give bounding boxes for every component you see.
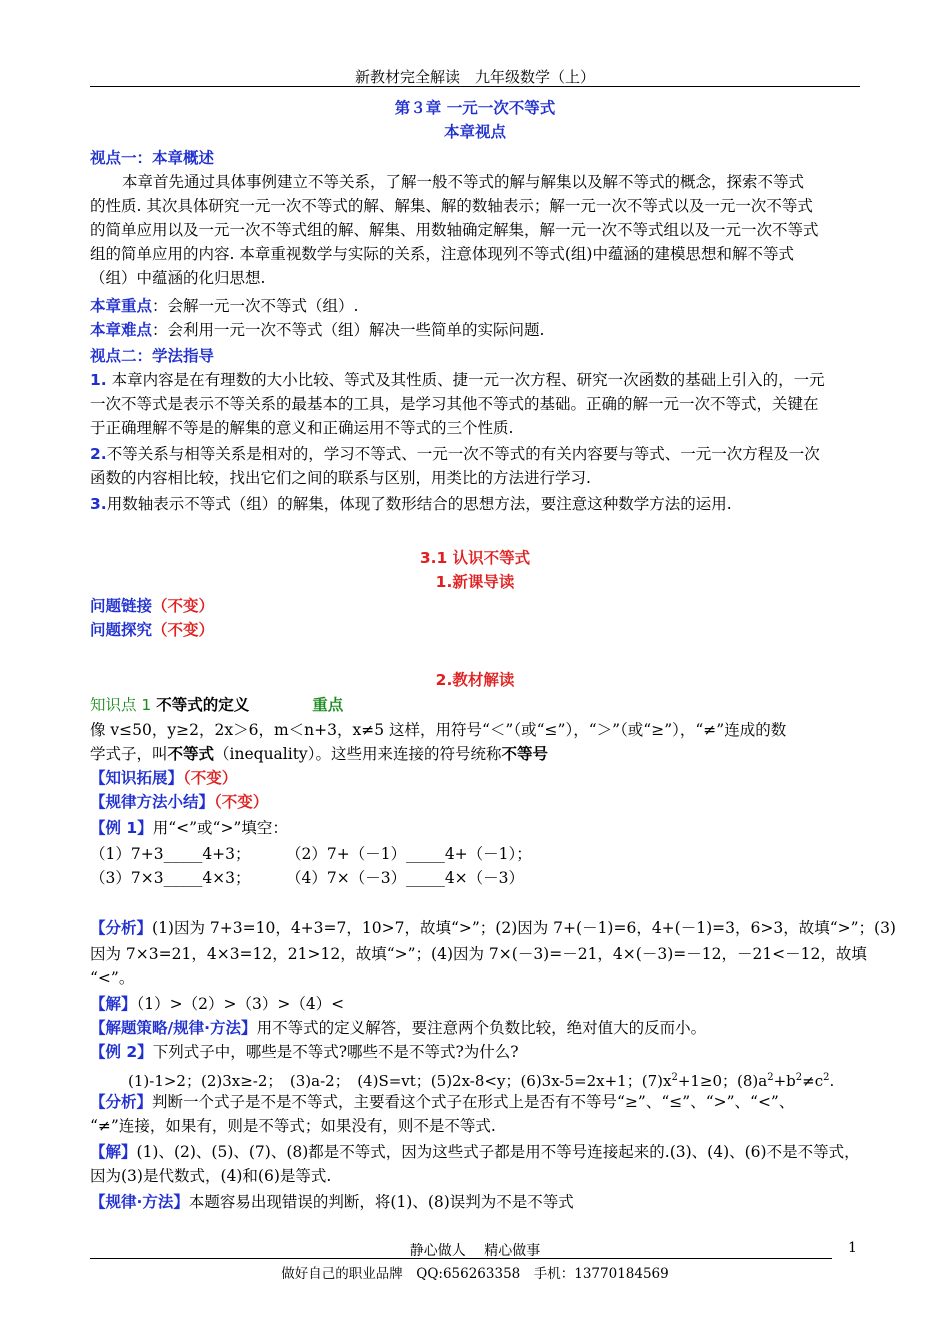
definition-text: 学式子，叫 [90, 745, 168, 763]
example-1-question: （4）7×（－3）_____4×（－3） [286, 869, 525, 887]
difficulty-text: ：会利用一元一次不等式（组）解决一些简单的实际问题. [152, 321, 545, 339]
expr: . [829, 1072, 835, 1090]
exponent: 2 [767, 1072, 774, 1083]
overview-line: （组）中蕴涵的化归思想. [90, 269, 266, 287]
definition-term: 不等号 [501, 744, 548, 763]
example-1-question: （3）7×3_____4×3； [90, 869, 251, 887]
guide-1-line: 于正确理解不等是的解集的意义和正确运用不等式的三个性质. [90, 419, 514, 437]
analysis-text: (1)因为 7+3=10，4+3=7，10>7，故填“>”；(2)因为 7+(－1)=6，4+(－1)=3，6>3，故填“>”；(3) [152, 919, 896, 937]
guide-3-number: 3. [90, 495, 107, 513]
kp-label: 知识点 1 [90, 696, 152, 714]
expr: +1≥0；(8)a [677, 1072, 768, 1090]
analysis-text: 判断一个式子是不是不等式，主要看这个式子在形式上是否有不等号“≥”、“≤”、“>”、“<”、 [152, 1093, 795, 1111]
guide-1-line [90, 368, 860, 392]
exponent: 2 [823, 1072, 830, 1083]
problem-explore-label: 问题探究 [90, 621, 153, 639]
guide-2-line: 函数的内容相比较，找出它们之间的联系与区别，用类比的方法进行学习. [90, 469, 591, 487]
unchanged-tag: （不变） [214, 793, 269, 811]
example-1-label: 【例 1】 [90, 819, 153, 837]
example-2-label: 【例 2】 [90, 1043, 153, 1061]
rule-method-text: 本题容易出现错误的判断，将(1)、(8)误判为不是不等式 [188, 1193, 574, 1211]
section-title: 3.1 认识不等式 [419, 549, 531, 567]
problem-explore [90, 618, 860, 642]
analysis-line: “≠”连接，如果有，则是不等式；如果没有，则不是不等式. [90, 1117, 496, 1135]
chapter-title: 第３章 一元一次不等式 [394, 99, 556, 117]
chapter-difficulty [90, 318, 860, 342]
expr: +b [773, 1072, 796, 1090]
rule-summary [90, 790, 860, 814]
example-1-row [90, 866, 860, 890]
key-text: ：会解一元一次不等式（组）. [152, 297, 359, 315]
solution-text: (1)、(2)、(5)、(7)、(8)都是不等式，因为这些式子都是用不等号连接起来的.(3)、(4)、(6)不是不等式， [136, 1143, 860, 1161]
example-1-solution [90, 992, 860, 1016]
guide-1-line: 一次不等式是表示不等关系的最基本的工具，是学习其他不等式的基础。正确的解一元一次不等式，关键在 [90, 395, 819, 413]
expr: (1)-1>2；(2)3x≥-2； (3)a-2； (4)S=vt；(5)2x-8<y；(6)3x-5=2x+1；(7)x [128, 1072, 672, 1090]
definition-line: 像 v≤50，y≥2，2x＞6，m＜n+3，x≠5 这样，用符号“＜”（或“≤”），“＞”（或“≥”），“≠”连成的数 [90, 721, 787, 739]
guide-3-text: 用数轴表示不等式（组）的解集，体现了数形结合的思想方法，要注意这种数学方法的运用. [106, 495, 732, 513]
knowledge-extension [90, 766, 860, 790]
analysis-line: “<”。 [90, 969, 135, 987]
exponent: 2 [671, 1072, 678, 1083]
problem-link-label: 问题链接 [90, 597, 153, 615]
viewpoint-1-title: 视点一：本章概述 [90, 149, 215, 167]
strategy [90, 1016, 860, 1040]
kp-name: 不等式的定义 [156, 696, 250, 714]
example-2-analysis [90, 1090, 860, 1114]
example-1-row [90, 842, 860, 866]
section-subtitle-1: 1.新课导读 [435, 573, 515, 591]
footer-rule [90, 1258, 832, 1259]
rule-method-label: 【规律·方法】 [90, 1193, 189, 1211]
example-1-analysis [90, 916, 896, 940]
page-number: 1 [848, 1240, 857, 1256]
guide-3-line [90, 492, 860, 516]
example-2-solution [90, 1140, 860, 1164]
overview-line: 组的简单应用的内容. 本章重视数学与实际的关系，注意体现列不等式(组)中蕴涵的建模思想和解不等式 [90, 245, 794, 263]
analysis-label: 【分析】 [90, 1093, 153, 1111]
kp-key-tag: 重点 [312, 696, 344, 714]
solution-label: 【解】 [90, 995, 137, 1013]
example-2-text: 下列式子中，哪些是不等式?哪些不是不等式?为什么? [152, 1043, 519, 1061]
footer-contact: 做好自己的职业品牌 QQ:656263358 手机：13770184569 [281, 1266, 669, 1282]
guide-2-number: 2. [90, 445, 107, 463]
strategy-text: 用不等式的定义解答，要注意两个负数比较，绝对值大的反而小。 [256, 1019, 707, 1037]
overview-line: 的性质. 其次具体研究一元一次不等式的解、解集、解的数轴表示；解一元一次不等式以及一元一次不等式 [90, 197, 813, 215]
viewpoint-2-title: 视点二：学法指导 [90, 347, 215, 365]
guide-1-number: 1. [90, 371, 107, 389]
difficulty-label: 本章难点 [90, 321, 153, 339]
example-1-question: （1）7+3_____4+3； [90, 845, 251, 863]
solution-label: 【解】 [90, 1143, 137, 1161]
example-1-text: 用“<”或“>”填空： [152, 819, 288, 837]
chapter-key-point [90, 294, 860, 318]
guide-2-text: 不等关系与相等关系是相对的，学习不等式、一元一次不等式的有关内容要与等式、一元一次方程及一次 [106, 445, 820, 463]
chapter-subtitle: 本章视点 [443, 123, 506, 141]
example-2-items [90, 1066, 898, 1093]
solution-line: 因为(3)是代数式，(4)和(6)是等式. [90, 1167, 332, 1185]
strategy-label: 【解题策略/规律·方法】 [90, 1019, 257, 1037]
rule-method [90, 1190, 860, 1214]
guide-1-text: 本章内容是在有理数的大小比较、等式及其性质、捷一元一次方程、研究一次函数的基础上引入的，一元 [106, 371, 825, 389]
guide-2-line [90, 442, 860, 466]
page-header: 新教材完全解读 九年级数学（上） [354, 68, 595, 86]
exponent: 2 [795, 1072, 803, 1083]
extension-label: 【知识拓展】 [90, 769, 184, 787]
overview-line: 本章首先通过具体事例建立不等关系，了解一般不等式的解与解集以及解不等式的概念，探索不等式 [122, 173, 805, 191]
expr: ≠c [802, 1072, 824, 1090]
section-subtitle-2: 2.教材解读 [435, 671, 515, 689]
example-2-heading [90, 1040, 860, 1064]
unchanged-tag: （不变） [152, 597, 215, 615]
unchanged-tag: （不变） [183, 769, 238, 787]
analysis-line: 因为 7×3=21，4×3=12，21>12，故填“>”；(4)因为 7×(－3)=－21，4×(－3)=－12，－21<－12，故填 [90, 945, 867, 963]
example-1-heading [90, 816, 860, 840]
example-1-question: （2）7+（－1）_____4+（－1）； [286, 845, 532, 863]
unchanged-tag: （不变） [152, 621, 215, 639]
overview-line: 的简单应用以及一元一次不等式组的解、解集、用数轴确定解集，解一元一次不等式组以及一元一次不等式 [90, 221, 819, 239]
header-rule [90, 86, 860, 87]
rule-summary-label: 【规律方法小结】 [90, 793, 215, 811]
footer-motto: 静心做人 精心做事 [409, 1243, 541, 1259]
definition-term: 不等式 [167, 744, 215, 763]
definition-line [90, 742, 860, 766]
solution-text: （1）>（2）>（3）>（4）< [136, 995, 345, 1013]
knowledge-point-heading [90, 693, 860, 717]
key-label: 本章重点 [90, 297, 153, 315]
definition-text: （inequality）。这些用来连接的符号统称 [214, 745, 502, 763]
analysis-label: 【分析】 [90, 919, 153, 937]
problem-link [90, 594, 860, 618]
